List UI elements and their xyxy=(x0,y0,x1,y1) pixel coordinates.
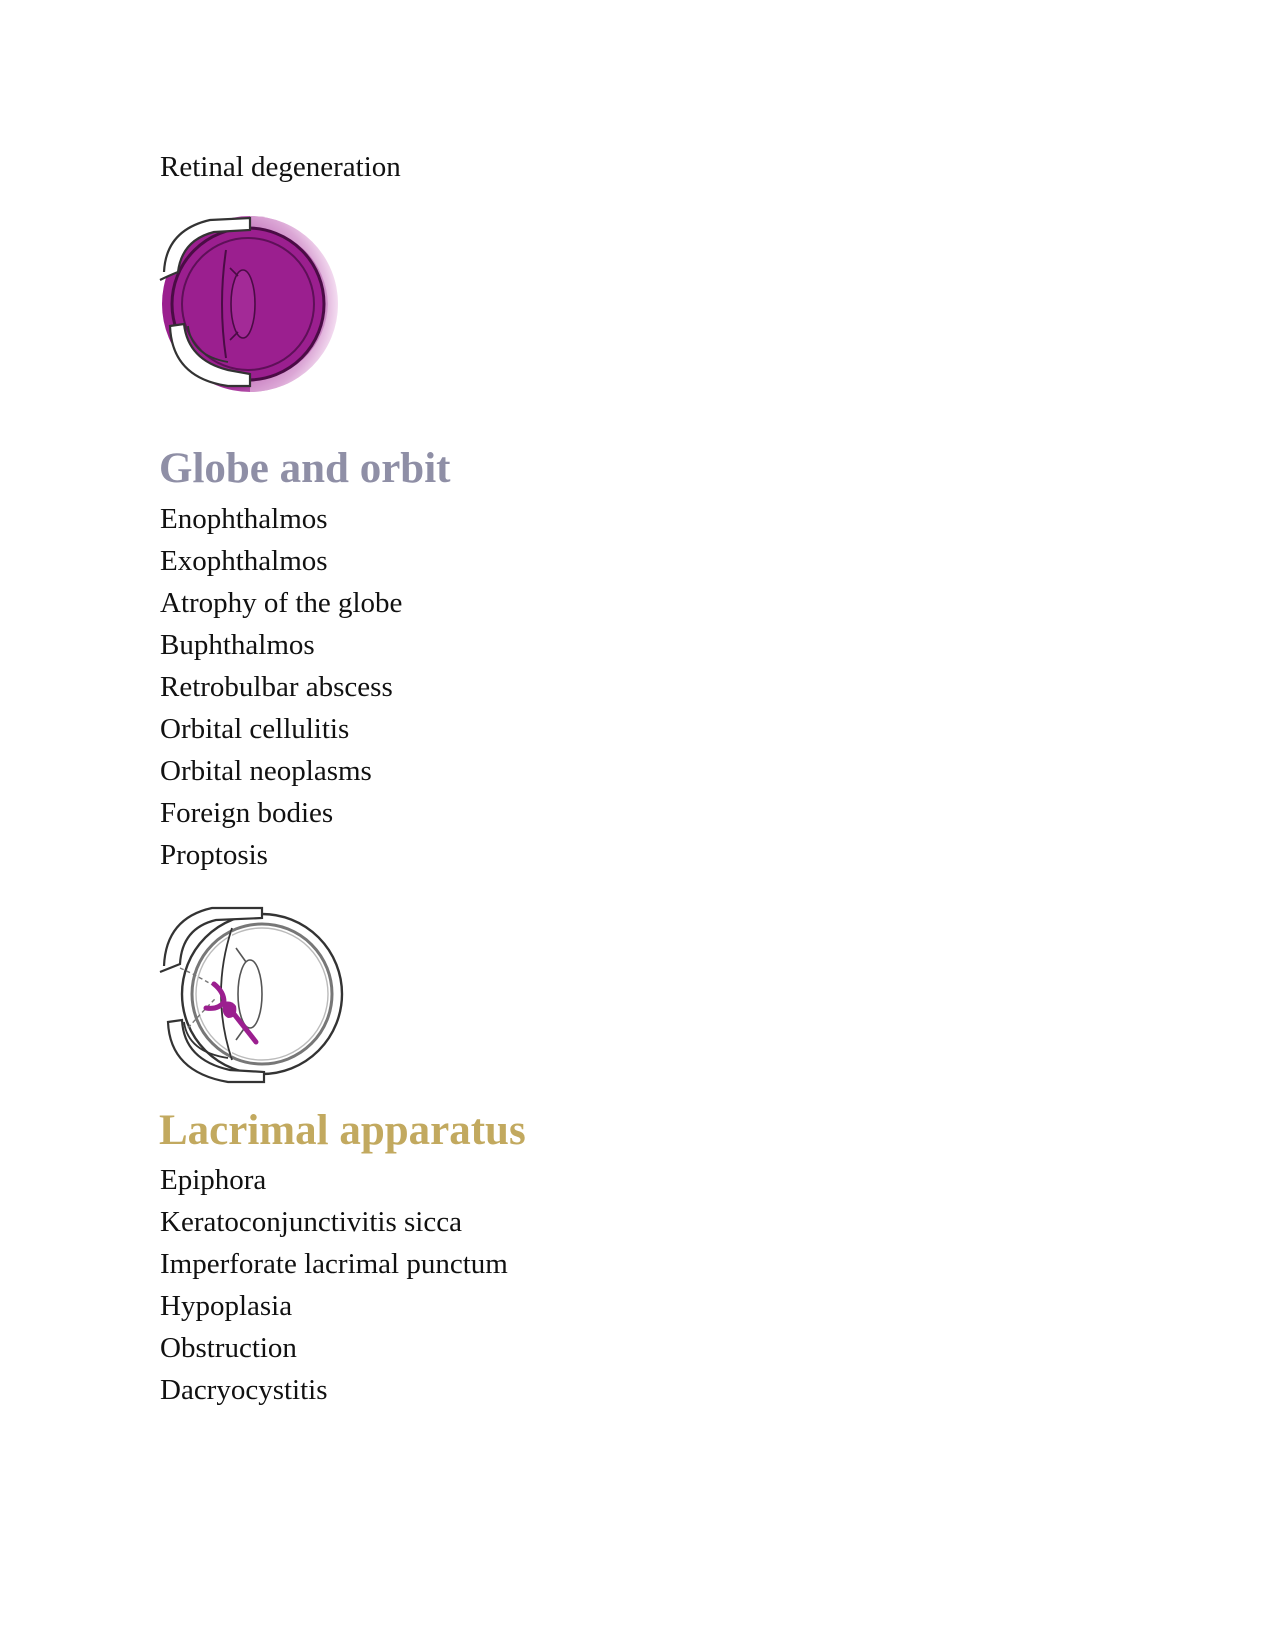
list-item: Proptosis xyxy=(160,839,268,871)
list-item: Atrophy of the globe xyxy=(160,587,403,619)
section-heading-lacrimal-apparatus: Lacrimal apparatus xyxy=(159,1107,526,1154)
list-item: Exophthalmos xyxy=(160,545,328,577)
list-item: Epiphora xyxy=(160,1164,267,1196)
list-item: Keratoconjunctivitis sicca xyxy=(160,1206,462,1238)
list-item: Buphthalmos xyxy=(160,629,315,661)
list-item: Orbital neoplasms xyxy=(160,755,372,787)
list-item: Retrobulbar abscess xyxy=(160,671,393,703)
list-item: Orbital cellulitis xyxy=(160,713,350,745)
list-item: Foreign bodies xyxy=(160,797,334,829)
list-item: Obstruction xyxy=(160,1332,297,1364)
lacrimal-apparatus-list xyxy=(160,1159,508,1411)
section-heading-globe-and-orbit: Globe and orbit xyxy=(159,445,451,492)
eye-retina-highlight-icon xyxy=(158,210,350,396)
list-item: Dacryocystitis xyxy=(160,1374,328,1406)
globe-and-orbit-list xyxy=(160,498,402,876)
retinal-degeneration-label: Retinal degeneration xyxy=(160,151,401,183)
list-item: Imperforate lacrimal punctum xyxy=(160,1248,508,1280)
list-item: Hypoplasia xyxy=(160,1290,293,1322)
eye-lacrimal-highlight-icon xyxy=(158,902,350,1088)
list-item: Enophthalmos xyxy=(160,503,328,535)
